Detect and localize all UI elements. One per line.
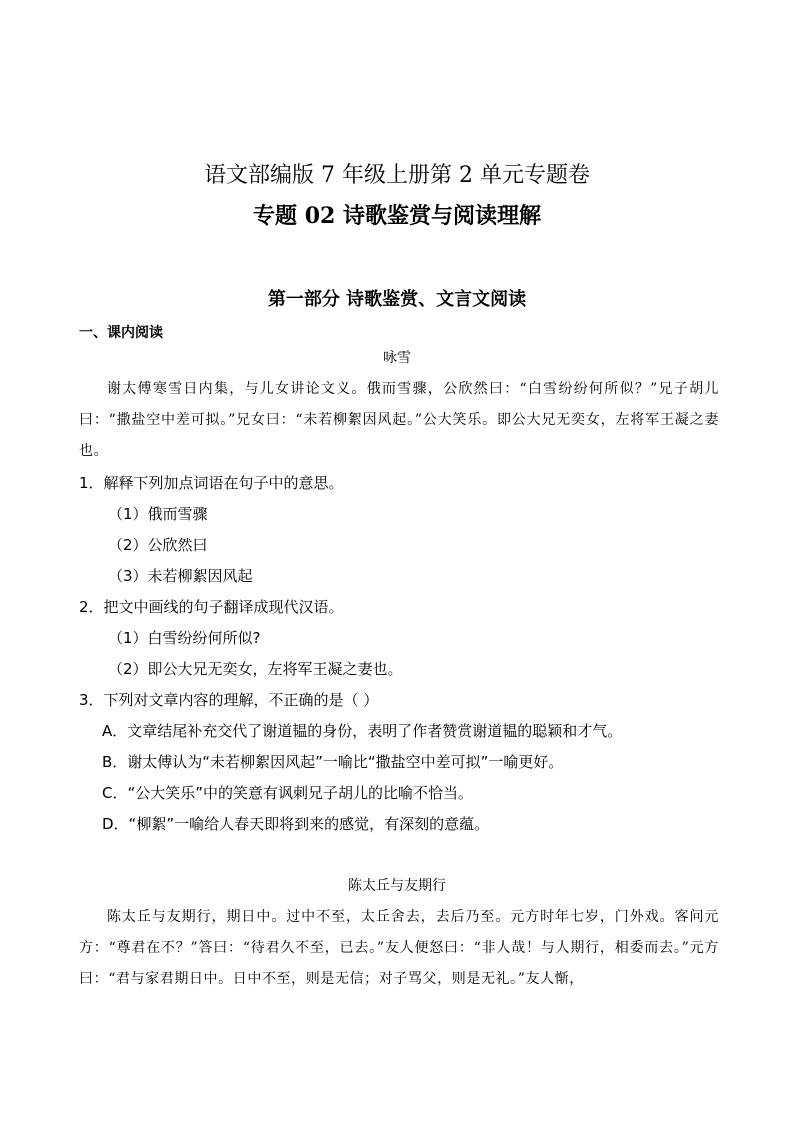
question-3-stem: 3．下列对文章内容的理解，不正确的是（ ） bbox=[79, 691, 379, 709]
passage-text-yongxue: 谢太傅寒雪日内集，与儿女讲论文义。俄而雪骤，公欣然曰：“白雪纷纷何所似？”兄子胡儿曰：“撒盐空中差可拟。”兄女曰：“未若柳絮因风起。”公大笑乐。即公大兄无奕女，左将军王凝之妻也。 bbox=[79, 381, 719, 459]
part-heading: 第一部分 诗歌鉴赏、文言文阅读 bbox=[267, 289, 527, 310]
question-1-item-1: （1）俄而雪骤 bbox=[108, 505, 208, 523]
document-title: 语文部编版 7 年级上册第 2 单元专题卷 bbox=[204, 163, 590, 188]
question-3-option-b: B．谢太傅认为“未若柳絮因风起”一喻比“撒盐空中差可拟”一喻更好。 bbox=[102, 753, 564, 771]
question-3-option-d: D．“柳絮”一喻给人春天即将到来的感觉，有深刻的意蕴。 bbox=[102, 815, 490, 833]
question-2-item-1: （1）白雪纷纷何所似? bbox=[108, 629, 261, 647]
question-3-option-a: A．文章结尾补充交代了谢道韫的身份，表明了作者赞赏谢道韫的聪颖和才气。 bbox=[102, 722, 623, 740]
question-1-item-2: （2）公欣然曰 bbox=[108, 536, 208, 554]
question-2-item-2: （2）即公大兄无奕女，左将军王凝之妻也。 bbox=[108, 660, 403, 678]
document-subtitle: 专题 02 诗歌鉴赏与阅读理解 bbox=[253, 203, 541, 229]
question-1-stem: 1．解释下列加点词语在句子中的意思。 bbox=[79, 474, 344, 492]
question-1-item-3: （3）未若柳絮因风起 bbox=[108, 567, 253, 585]
passage-title-yongxue: 咏雪 bbox=[383, 350, 411, 366]
section-heading: 一、课内阅读 bbox=[79, 325, 163, 341]
passage-text-chentaiqiu: 陈太丘与友期行，期日中。过中不至，太丘舍去，去后乃至。元方时年七岁，门外戏。客问元方：“尊君在不？”答曰：“待君久不至，已去。”友人便怒曰：“非人哉！与人期行，相委而去。”元方曰：“君与家君期日中。日中不至，则是无信；对子骂父，则是无礼。”友人惭， bbox=[79, 909, 719, 987]
question-3-option-c: C．“公大笑乐”中的笑意有讽刺兄子胡儿的比喻不恰当。 bbox=[102, 784, 474, 802]
question-2-stem: 2．把文中画线的句子翻译成现代汉语。 bbox=[79, 598, 344, 616]
passage-title-chentaiqiu: 陈太丘与友期行 bbox=[348, 878, 446, 894]
